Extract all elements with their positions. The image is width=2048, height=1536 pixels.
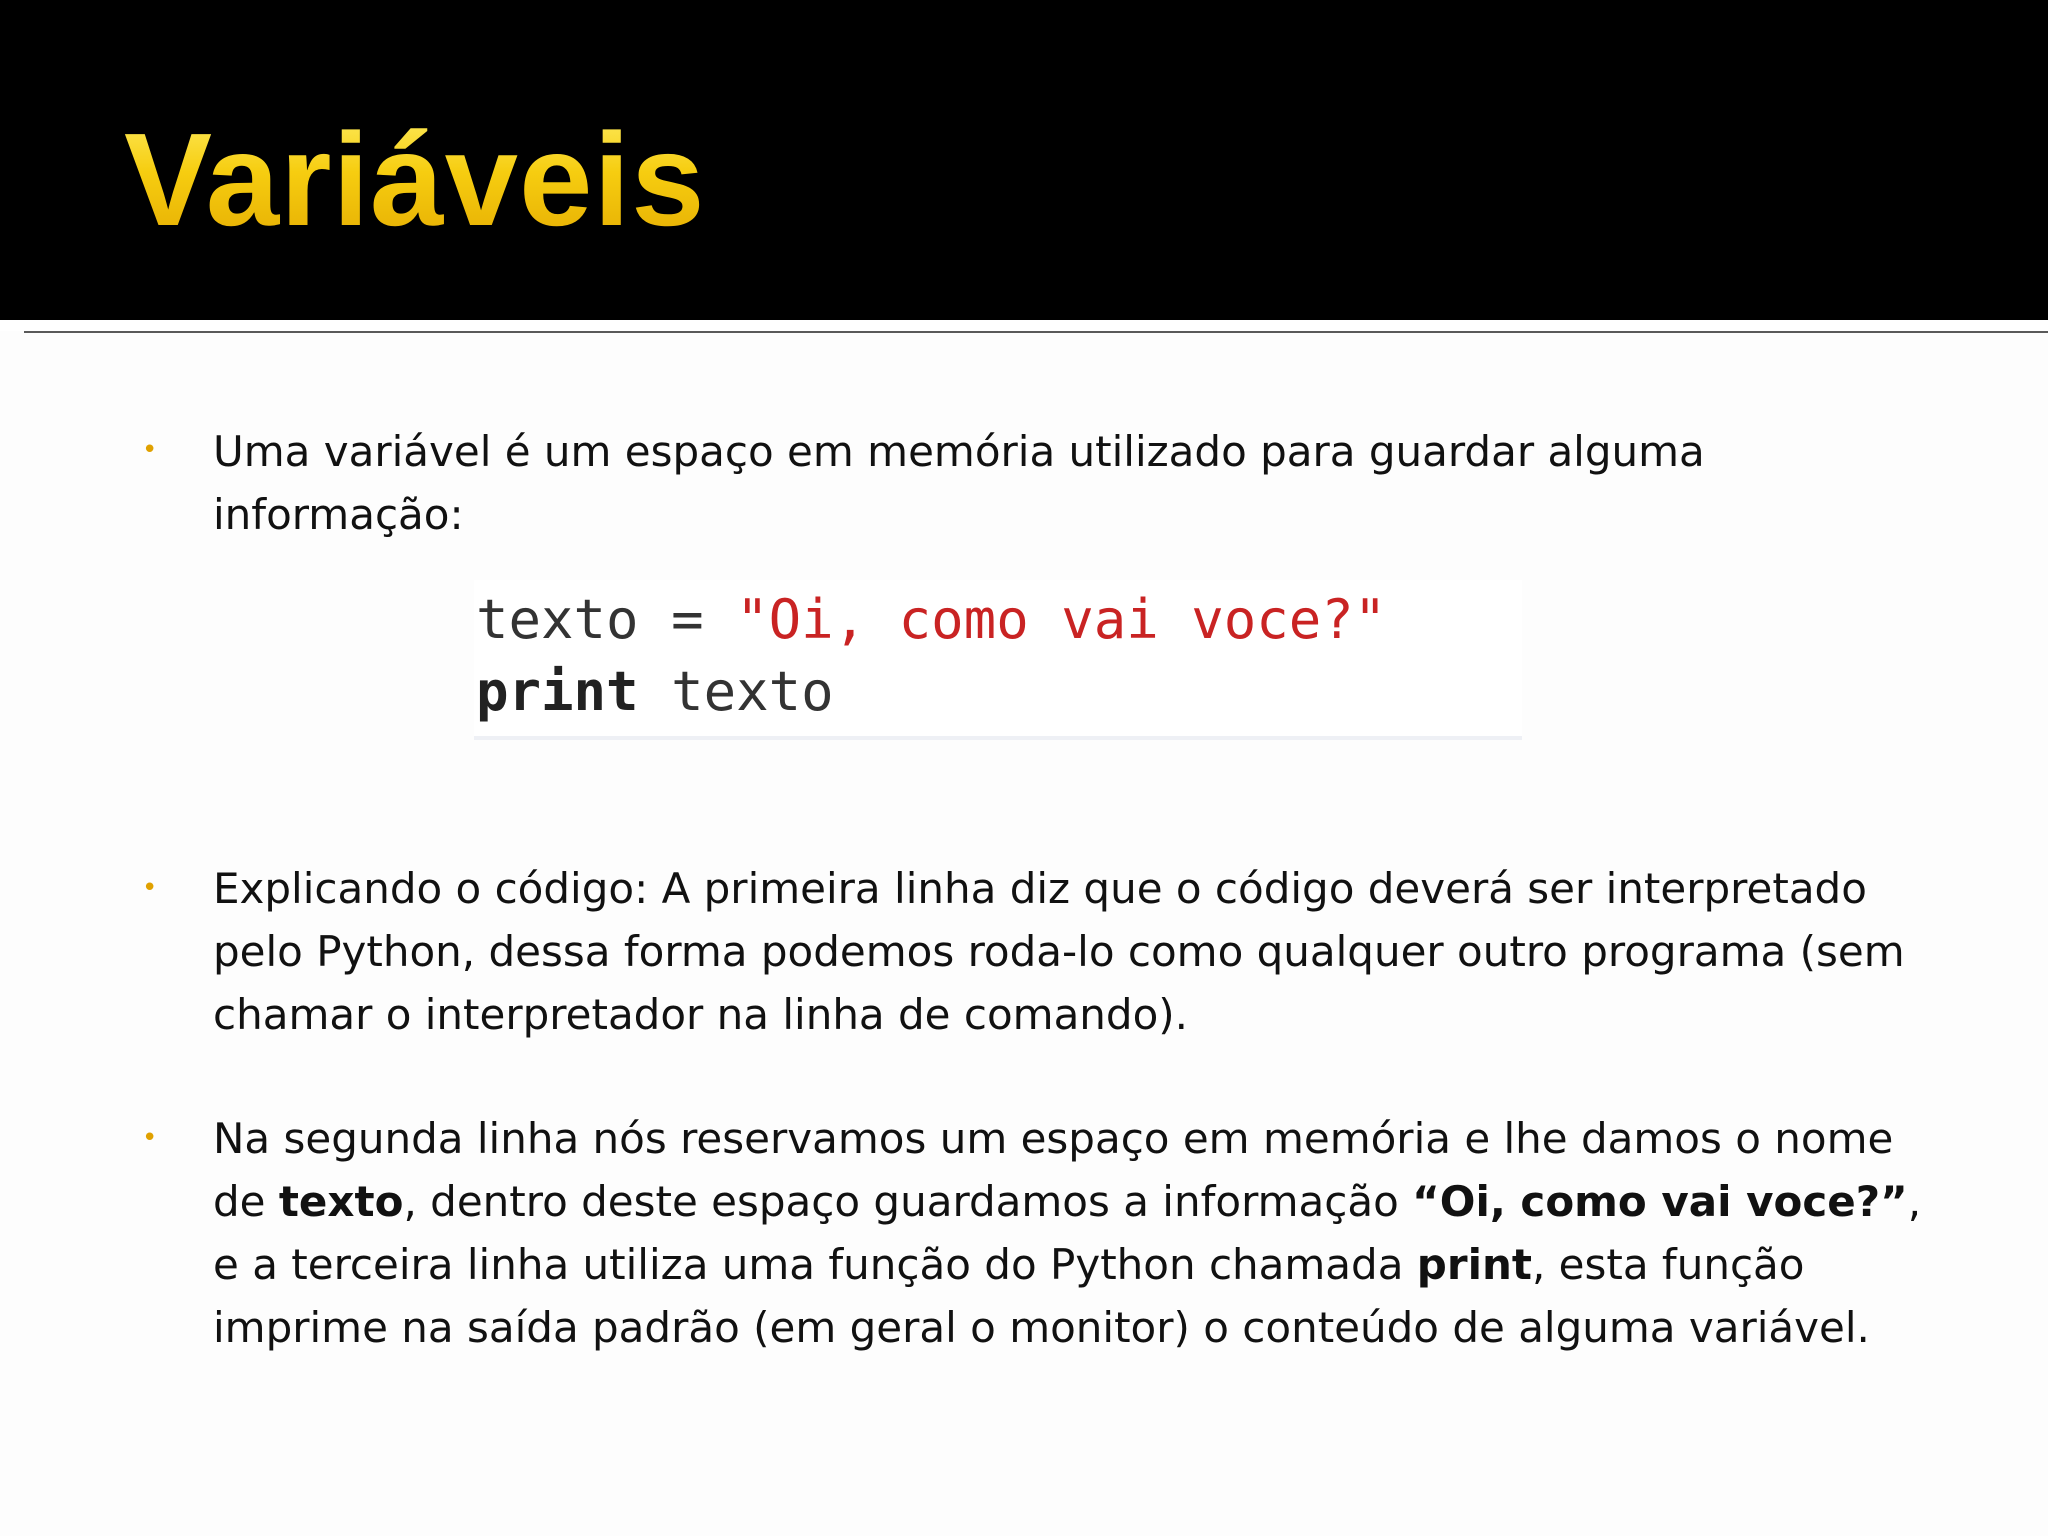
- bold-quote: “Oi, como vai voce?”: [1412, 1177, 1908, 1226]
- slide-title: Variáveis: [124, 100, 706, 260]
- bullet-text-second-line: [213, 1107, 1933, 1359]
- text-segment: , esta função imprime na saída padrão (em geral o monitor) o conteúdo de alguma variável.: [213, 1240, 1870, 1352]
- code-operator: =: [638, 588, 737, 651]
- bullet-icon: •: [142, 435, 158, 465]
- bullet-text-explanation: Explicando o código: A primeira linha diz que o código deverá ser interpretado pelo Python, dessa forma podemos roda-lo como qualquer outro programa (sem chamar o interpretador na linha de comando).: [213, 864, 1905, 1039]
- slide-header: [0, 0, 2048, 320]
- bullet-icon: •: [142, 873, 158, 903]
- text-segment: , dentro deste espaço guardamos a informação: [403, 1177, 1413, 1226]
- bold-term-print: print: [1416, 1240, 1532, 1289]
- code-string: "Oi, como vai voce?": [736, 588, 1387, 651]
- code-argument: texto: [638, 660, 834, 723]
- bold-term-texto: texto: [278, 1177, 404, 1226]
- code-line-assignment: [476, 584, 1386, 656]
- code-line-print: [476, 656, 834, 728]
- code-variable: texto: [476, 588, 639, 651]
- text-segment: Na segunda linha nós reservamos um espaço em memória e lhe damos o nome de: [213, 1114, 1894, 1226]
- code-keyword: print: [476, 660, 639, 723]
- bullet-icon: •: [142, 1123, 158, 1153]
- text-segment: , e a terceira linha utiliza uma função do Python chamada: [213, 1177, 1922, 1289]
- bullet-text-definition: Uma variável é um espaço em memória utilizado para guardar alguma informação:: [213, 427, 1705, 539]
- header-gap: [0, 320, 2048, 331]
- code-snippet: [474, 580, 1522, 740]
- header-divider: [24, 331, 2048, 333]
